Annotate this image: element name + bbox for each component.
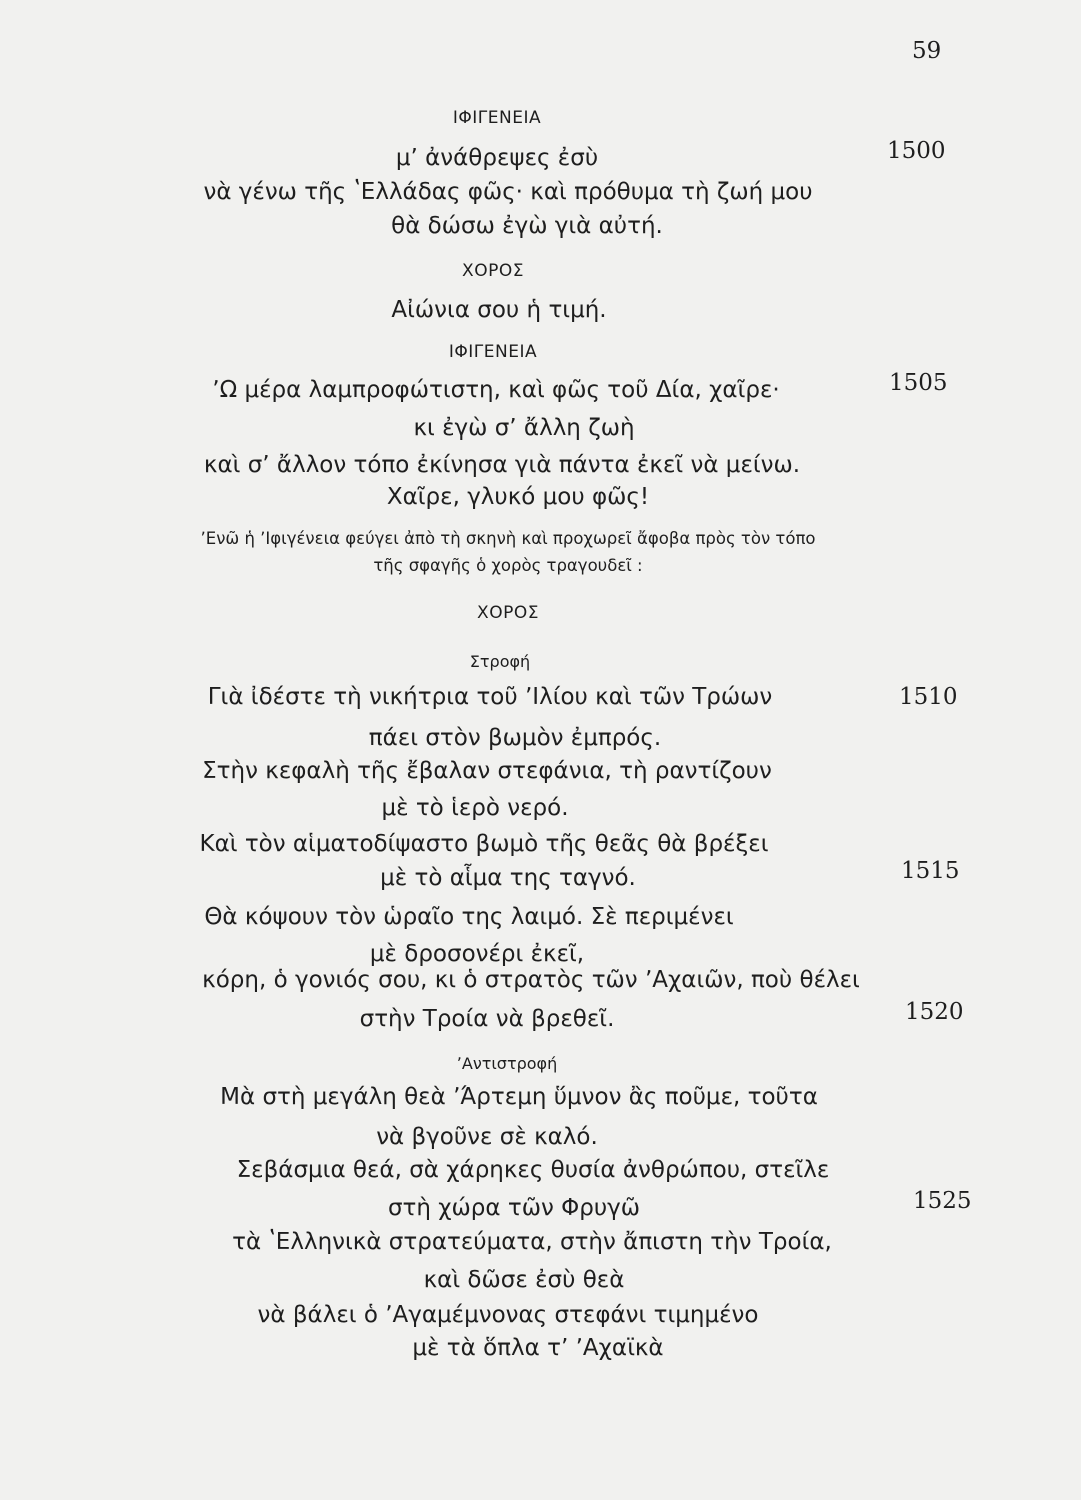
verse-number: 1510 bbox=[899, 684, 958, 710]
verse-number: 1520 bbox=[905, 999, 964, 1025]
verse-line: Χαῖρε, γλυκό μου φῶς! bbox=[386, 484, 650, 510]
verse-line: Στὴν κεφαλὴ τῆς ἔβαλαν στεφάνια, τὴ ραντίζουν bbox=[202, 758, 772, 784]
verse-line: στὴ χώρα τῶν Φρυγῶ bbox=[387, 1195, 641, 1221]
speaker-heading: ΙΦΙΓΕΝΕΙΑ bbox=[452, 108, 542, 128]
verse-line: μὲ τὰ ὅπλα τ’ ʼΑχαϊκὰ bbox=[412, 1335, 664, 1361]
verse-line: ʼΩ μέρα λαμπροφώτιστη, καὶ φῶς τοῦ Δία, χαῖρε· bbox=[212, 377, 780, 403]
verse-line: μὲ τὸ ἱερὸ νερό. bbox=[381, 795, 569, 821]
section-heading: Στροφή bbox=[469, 652, 531, 671]
page-number: 59 bbox=[912, 38, 942, 64]
verse-line: στὴν Τροία νὰ βρεθεῖ. bbox=[359, 1006, 615, 1032]
verse-line: πάει στὸν βωμὸν ἐμπρός. bbox=[368, 725, 662, 751]
verse-line: Σεβάσμια θεά, σὰ χάρηκες θυσία ἀνθρώπου, στεῖλε bbox=[236, 1157, 830, 1183]
verse-line: κόρη, ὁ γονιός σου, κι ὁ στρατὸς τῶν ʼΑχαιῶν, ποὺ θέλει bbox=[202, 967, 860, 993]
verse-line: καὶ σ’ ἄλλον τόπο ἐκίνησα γιὰ πάντα ἐκεῖ νὰ μείνω. bbox=[203, 452, 801, 478]
section-heading: ʼΑντιστροφή bbox=[456, 1054, 558, 1073]
verse-line: τὰ ʽΕλληνικὰ στρατεύματα, στὴν ἄπιστη τὴν Τροία, bbox=[232, 1229, 832, 1255]
verse-line: μὲ δροσονέρι ἐκεῖ, bbox=[369, 941, 585, 967]
speaker-heading: ΙΦΙΓΕΝΕΙΑ bbox=[448, 342, 538, 362]
speaker-heading: ΧΟΡΟΣ bbox=[462, 261, 524, 281]
verse-line: θὰ δώσω ἐγὼ γιὰ αὐτή. bbox=[391, 213, 663, 239]
verse-line: Αἰώνια σου ἡ τιμή. bbox=[391, 297, 607, 323]
verse-line: Μὰ στὴ μεγάλη θεὰ ʼΆρτεμη ὕμνον ἂς ποῦμε, τοῦτα bbox=[220, 1084, 818, 1110]
stage-direction: ʼΕνῶ ἡ ʼΙφιγένεια φεύγει ἀπὸ τὴ σκηνὴ καὶ προχωρεῖ ἄφοβα πρὸς τὸν τόπο bbox=[200, 529, 816, 548]
verse-line: νὰ γένω τῆς ʽΕλλάδας φῶς· καὶ πρόθυμα τὴ ζωή μου bbox=[203, 179, 813, 205]
verse-line: Γιὰ ἰδέστε τὴ νικήτρια τοῦ ʼΙλίου καὶ τῶν Τρώων bbox=[207, 684, 773, 710]
verse-line: μὲ τὸ αἷμα της ταγνό. bbox=[380, 865, 636, 891]
verse-line: νὰ βάλει ὁ ʼΑγαμέμνονας στεφάνι τιμημένο bbox=[257, 1302, 759, 1328]
speaker-heading: ΧΟΡΟΣ bbox=[477, 603, 539, 623]
verse-line: Καὶ τὸν αἱματοδίψαστο βωμὸ τῆς θεᾶς θὰ βρέξει bbox=[199, 831, 769, 857]
verse-line: νὰ βγοῦνε σὲ καλό. bbox=[376, 1124, 598, 1150]
verse-number: 1505 bbox=[889, 370, 948, 396]
verse-line: καὶ δῶσε ἐσὺ θεὰ bbox=[423, 1267, 625, 1293]
verse-line: κι ἐγὼ σ’ ἄλλη ζωὴ bbox=[413, 415, 635, 441]
verse-number: 1525 bbox=[913, 1188, 972, 1214]
verse-line: μ’ ἀνάθρεψες ἐσὺ bbox=[395, 145, 599, 171]
stage-direction: τῆς σφαγῆς ὁ χορὸς τραγουδεῖ : bbox=[373, 556, 643, 575]
verse-number: 1500 bbox=[887, 138, 946, 164]
verse-number: 1515 bbox=[901, 858, 960, 884]
verse-line: Θὰ κόψουν τὸν ὡραῖο της λαιμό. Σὲ περιμένει bbox=[204, 904, 734, 930]
